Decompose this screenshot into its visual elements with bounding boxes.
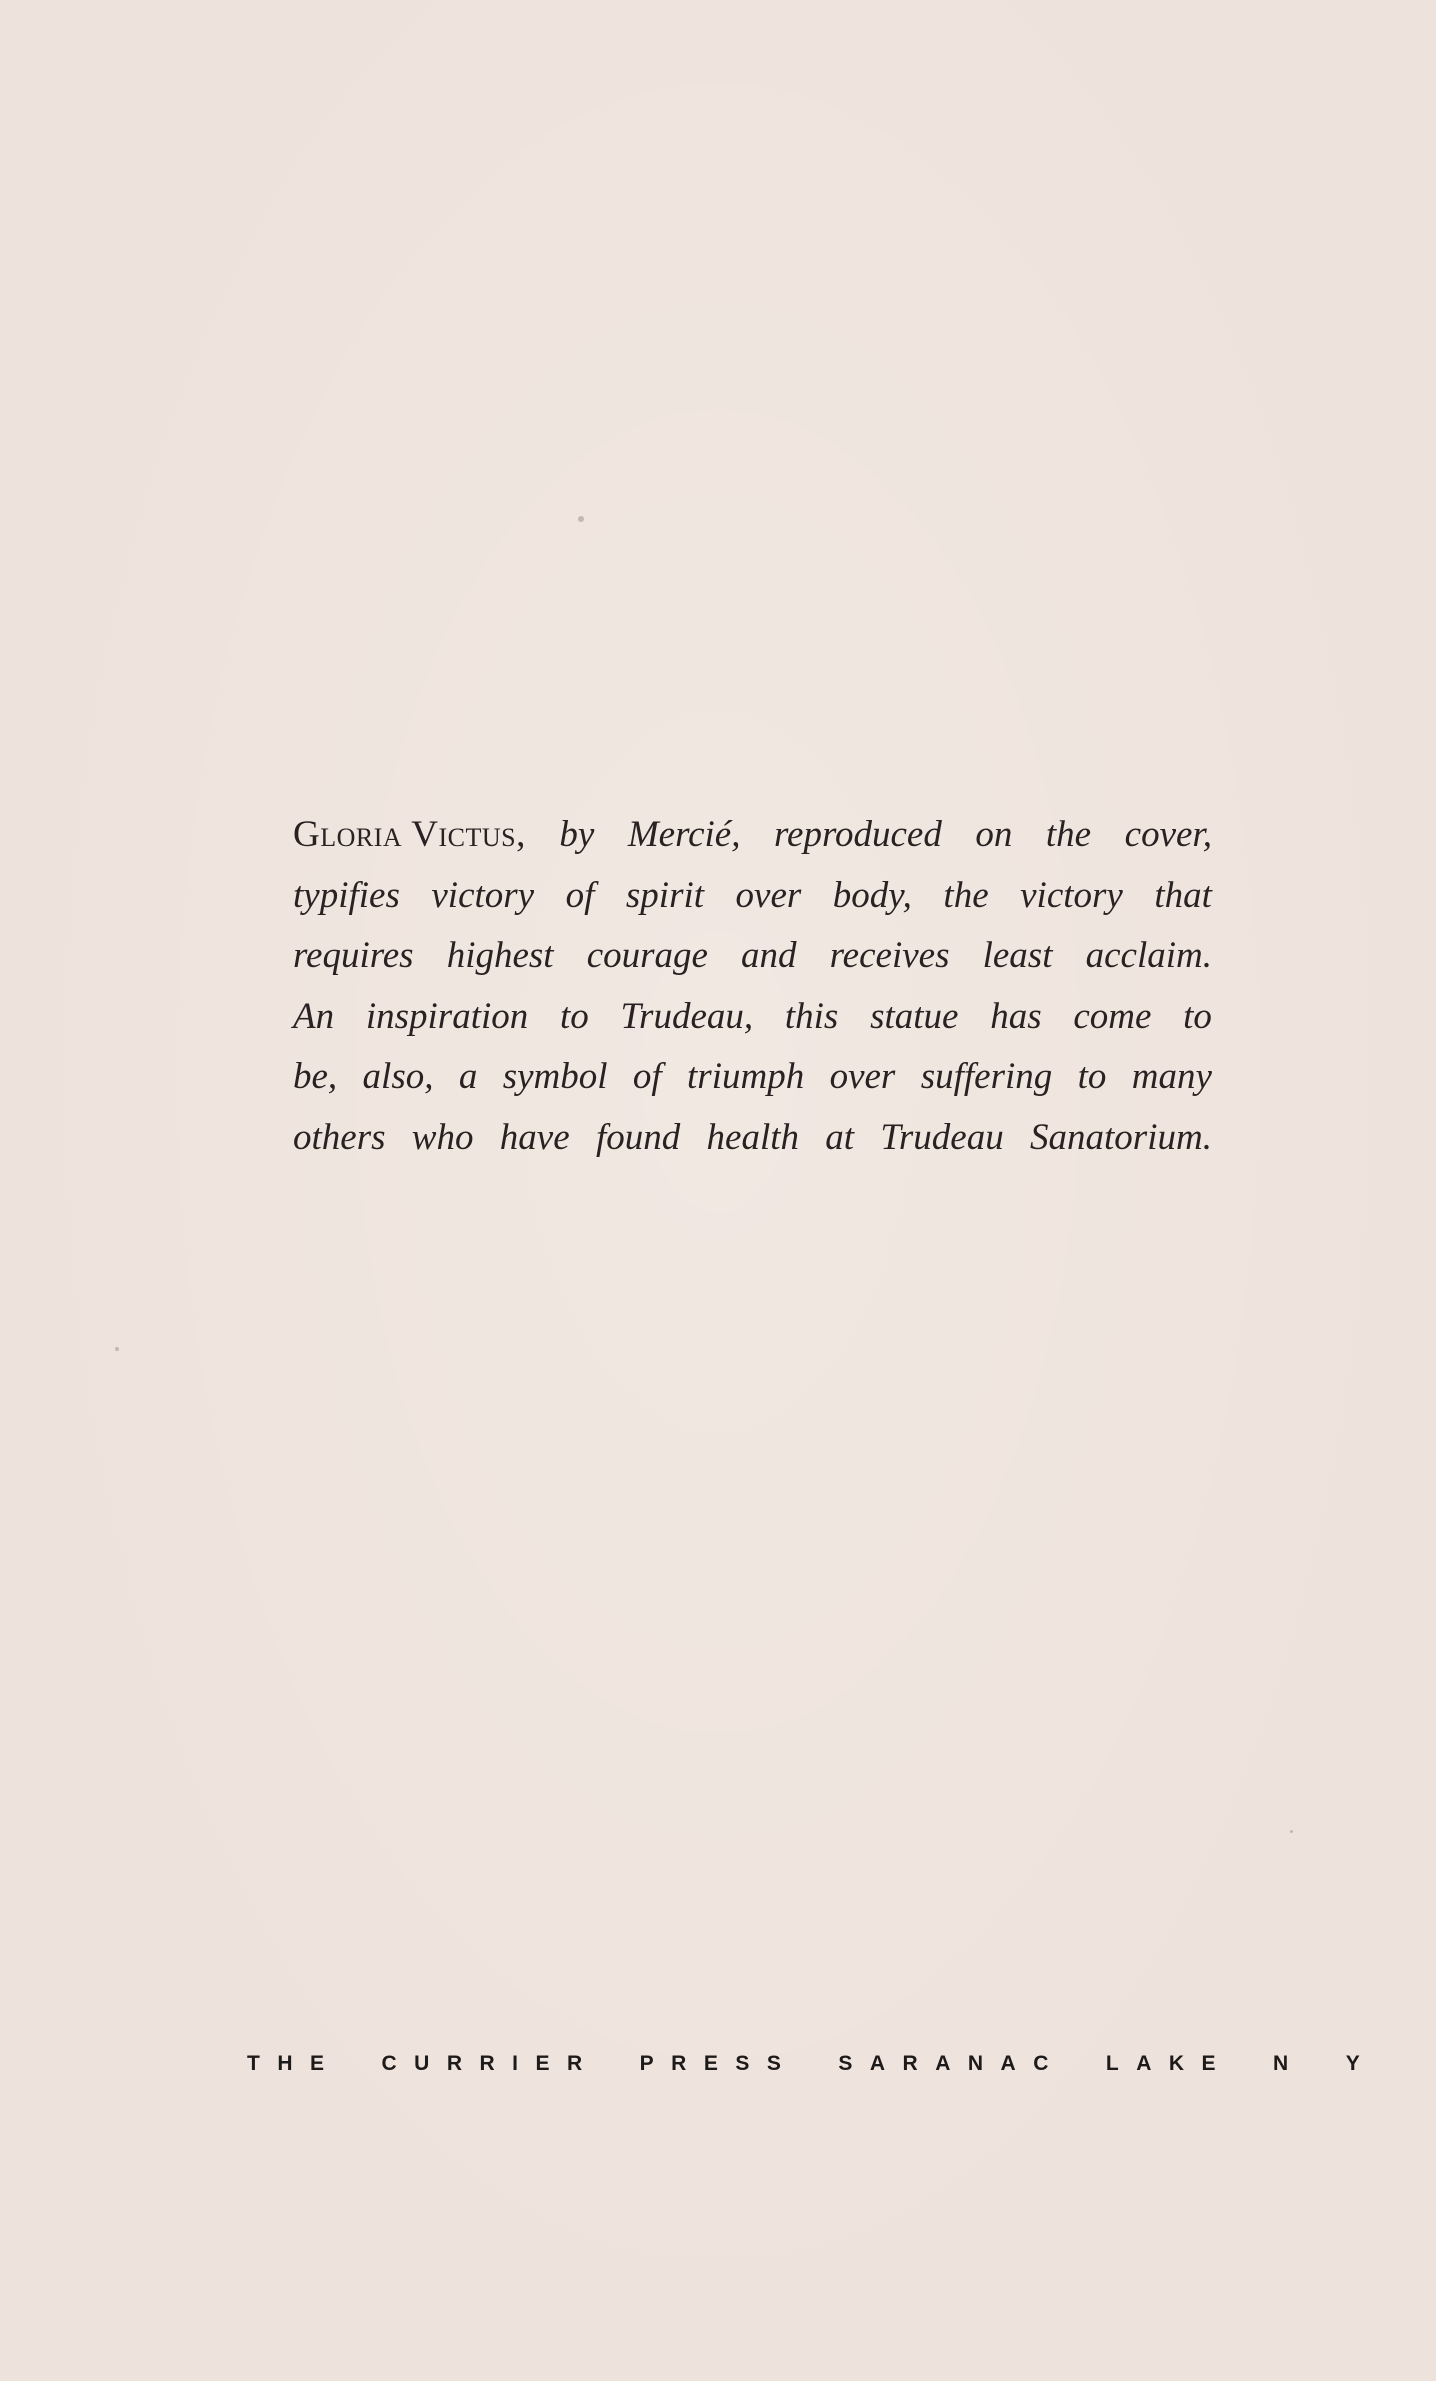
caption-word: to — [1077, 1056, 1107, 1097]
caption-word: acclaim. — [1085, 935, 1212, 976]
caption-line — [293, 1108, 1212, 1169]
imprint-word: LAKE — [1105, 2052, 1234, 2075]
caption-word: found — [595, 1116, 681, 1158]
caption-word: has — [990, 995, 1042, 1037]
caption-word: the — [1045, 814, 1092, 855]
caption-word: and — [741, 935, 797, 976]
caption-word: Trudeau, — [620, 995, 754, 1037]
caption-word: suffering — [920, 1056, 1053, 1097]
caption-word: receives — [829, 935, 950, 976]
caption-word: Sanatorium. — [1030, 1116, 1212, 1158]
caption-line — [293, 805, 1212, 866]
caption-word: on — [975, 814, 1013, 855]
caption-word: typifies — [293, 874, 400, 916]
caption-word: by — [559, 814, 595, 855]
caption-word: inspiration — [365, 995, 529, 1037]
paper-speck — [1290, 1830, 1293, 1833]
caption-word: highest — [446, 935, 554, 976]
caption-word: least — [982, 935, 1053, 976]
caption-word: victory — [431, 874, 535, 916]
caption-paragraph — [293, 805, 1212, 1168]
imprint-word: CURRIER — [381, 2052, 600, 2075]
caption-word: health — [706, 1116, 799, 1158]
caption-word: spirit — [625, 874, 705, 916]
caption-word: who — [411, 1116, 474, 1158]
paper-speck — [115, 1347, 119, 1351]
caption-word: to — [560, 995, 589, 1037]
caption-word: of — [565, 874, 595, 916]
caption-word: reproduced — [774, 814, 942, 855]
caption-word: others — [293, 1116, 386, 1158]
caption-word: many — [1131, 1056, 1212, 1097]
caption-word: this — [784, 995, 839, 1037]
caption-word: requires — [293, 935, 414, 976]
paper-speck — [578, 516, 584, 522]
caption-word: come — [1073, 995, 1152, 1037]
imprint-word: Y — [1345, 2052, 1378, 2075]
caption-word: An — [293, 995, 335, 1037]
caption-line — [293, 866, 1212, 927]
caption-line — [293, 926, 1212, 987]
caption-word: have — [499, 1116, 570, 1158]
caption-word: of — [632, 1056, 662, 1097]
caption-word: over — [829, 1056, 896, 1097]
caption-word: courage — [586, 935, 708, 976]
imprint-word: N — [1273, 2052, 1306, 2075]
caption-word: at — [825, 1116, 855, 1158]
caption-word: triumph — [687, 1056, 805, 1097]
printer-imprint — [247, 2052, 1378, 2076]
caption-word: the — [943, 874, 989, 916]
caption-word: cover, — [1124, 814, 1212, 855]
caption-word: body, — [832, 874, 912, 916]
caption-word: that — [1154, 874, 1212, 916]
caption-word: Trudeau — [880, 1116, 1004, 1158]
imprint-word: THE — [247, 2052, 342, 2075]
imprint-word: PRESS — [639, 2052, 799, 2075]
caption-word: victory — [1020, 874, 1123, 916]
imprint-word: SARANAC — [838, 2052, 1066, 2075]
caption-word: to — [1183, 995, 1212, 1037]
caption-word: over — [735, 874, 802, 916]
caption-word: a — [458, 1056, 478, 1097]
caption-word: symbol — [502, 1056, 608, 1097]
caption-word: Gloria Victus, — [293, 814, 526, 855]
caption-word: statue — [870, 995, 959, 1037]
caption-word: be, — [293, 1056, 338, 1097]
caption-line — [293, 1047, 1212, 1108]
caption-line — [293, 987, 1212, 1048]
caption-word: also, — [362, 1056, 434, 1097]
caption-word: Mercié, — [627, 814, 741, 855]
